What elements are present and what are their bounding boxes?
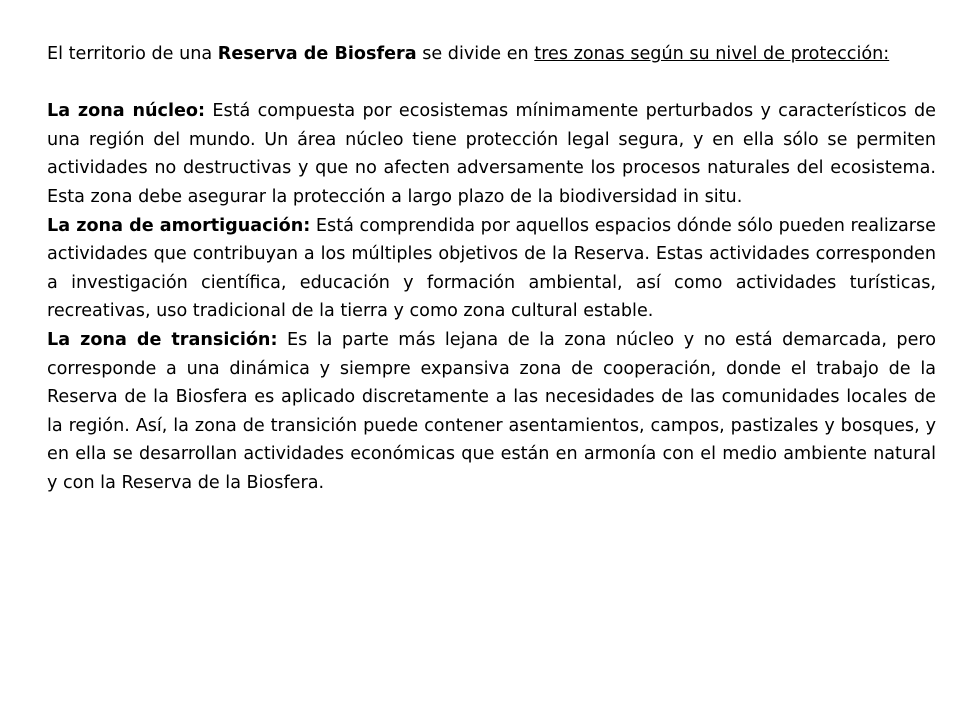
zone-transicion-heading: La zona de transición:: [47, 329, 278, 350]
zone-nucleo-text: Está compuesta por ecosistemas mínimamente perturbados y característicos de una región del mundo. Un área núcleo tiene protección legal segura, y en ella sólo se permiten actividades no destructivas y que no afecten adversamente los procesos naturales del ecosistema. Esta zona debe asegurar la protección a largo plazo de la biodiversidad in situ.: [47, 101, 936, 207]
zone-amortiguacion-paragraph: [47, 212, 936, 326]
zone-transicion-text: Es la parte más lejana de la zona núcleo y no está demarcada, pero corresponde a una dinámica y siempre expansiva zona de cooperación, donde el trabajo de la Reserva de la Biosfera es aplicado discretamente a las necesidades de las comunidades locales de la región. Así, la zona de transición puede contener asentamientos, campos, pastizales y bosques, y en ella se desarrollan actividades económicas que están en armonía con el medio ambiente natural y con la Reserva de la Biosfera.: [47, 329, 936, 493]
intro-paragraph: [47, 40, 936, 69]
zone-nucleo-heading: La zona núcleo:: [47, 101, 206, 122]
zone-amortiguacion-heading: La zona de amortiguación:: [47, 215, 311, 236]
zone-transicion-paragraph: [47, 326, 936, 498]
intro-text-start: El territorio de una: [47, 44, 218, 64]
slide-text-body: [47, 40, 936, 498]
intro-underlined-phrase: tres zonas según su nivel de protección:: [534, 44, 890, 64]
zone-nucleo-paragraph: [47, 97, 936, 211]
paragraph-spacer: [47, 69, 936, 98]
intro-bold-term: Reserva de Biosfera: [217, 44, 417, 64]
intro-text-middle: se divide en: [416, 44, 535, 64]
zone-amortiguacion-text: Está comprendida por aquellos espacios dónde sólo pueden realizarse actividades que contribuyan a los múltiples objetivos de la Reserva. Estas actividades corresponden a investigación científica, educación y formación ambiental, así como actividades turísticas, recreativas, uso tradicional de la tierra y como zona cultural estable.: [47, 215, 936, 322]
